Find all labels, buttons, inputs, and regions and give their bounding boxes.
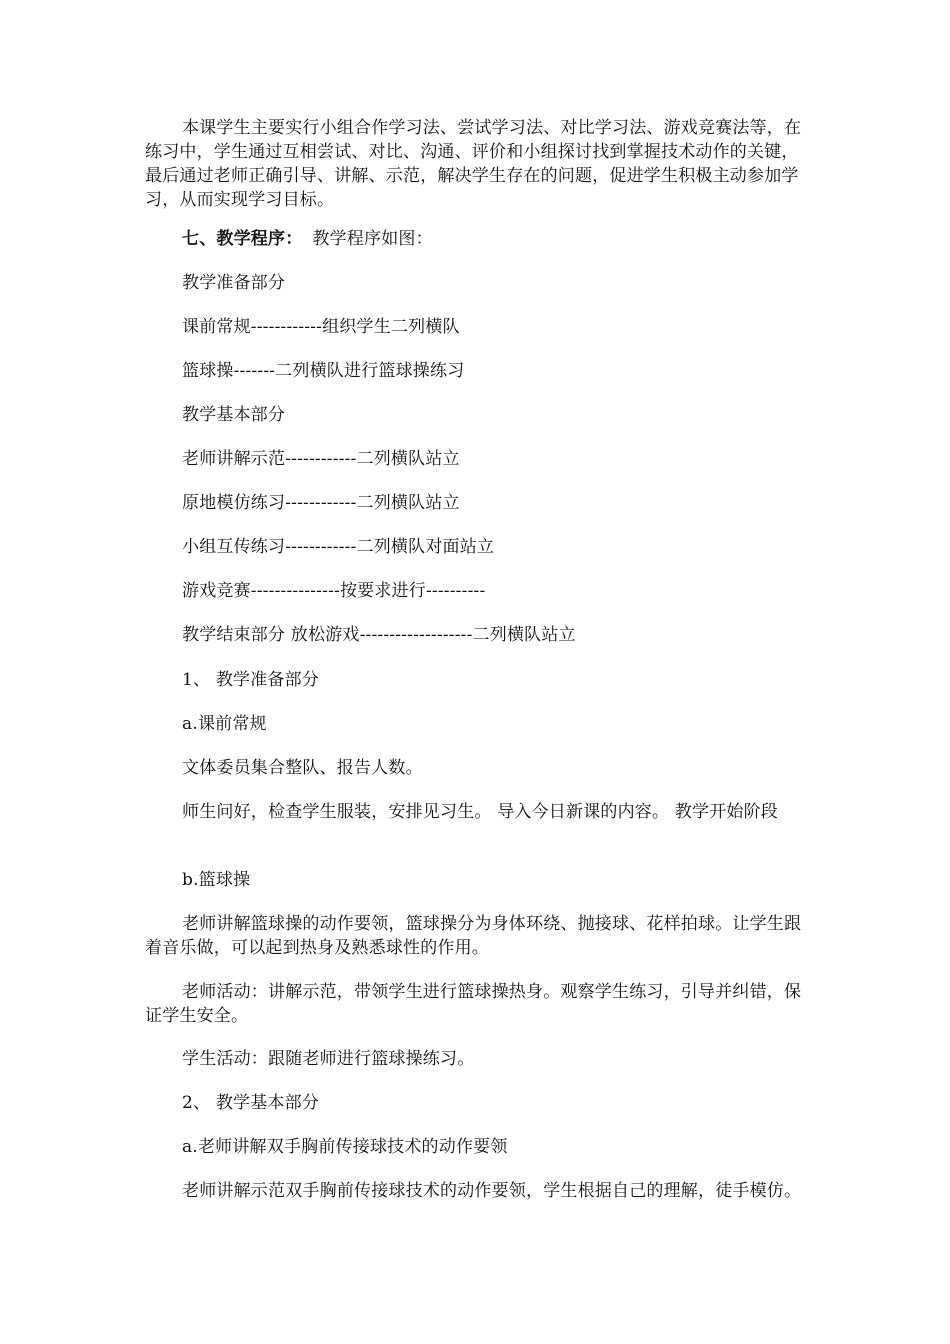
program-line: 小组互传练习------------二列横队对面站立 bbox=[182, 537, 495, 557]
part-1-b-title: b.篮球操 bbox=[182, 870, 251, 890]
program-line: 游戏竞赛---------------按要求进行---------- bbox=[182, 581, 486, 601]
program-line: 教学基本部分 bbox=[182, 405, 286, 425]
part-1-a-title: a.课前常规 bbox=[182, 714, 267, 734]
part-1-b-paragraph: 老师讲解篮球操的动作要领，篮球操分为身体环绕、抛接球、花样拍球。让学生跟着音乐做，可以起到热身及熟悉球性的作用。 bbox=[145, 914, 802, 958]
part-1-a-paragraph: 文体委员集合整队、报告人数。 bbox=[182, 758, 423, 778]
intro-paragraph: 本课学生主要实行小组合作学习法、尝试学习法、对比学习法、游戏竞赛法等，在练习中，学生通过互相尝试、对比、沟通、评价和小组探讨找到掌握技术动作的关键，最后通过老师正确引导、讲解、示范，解决学生存在的问题，促进学生积极主动参加学习，从而实现学习目标。 bbox=[145, 118, 802, 210]
program-line: 教学准备部分 bbox=[182, 273, 286, 293]
part-1-b-paragraph: 老师活动：讲解示范，带领学生进行篮球操热身。观察学生练习，引导并纠错，保证学生安全。 bbox=[145, 982, 802, 1026]
section-7-title: 七、教学程序： bbox=[182, 229, 303, 249]
program-line: 老师讲解示范------------二列横队站立 bbox=[182, 449, 460, 469]
program-line: 教学结束部分 放松游戏-------------------二列横队站立 bbox=[182, 625, 576, 645]
section-7-text: 教学程序如图： bbox=[312, 229, 433, 249]
part-2-heading: 2、 教学基本部分 bbox=[182, 1093, 320, 1113]
program-line: 篮球操-------二列横队进行篮球操练习 bbox=[182, 361, 465, 381]
part-1-b-paragraph: 学生活动：跟随老师进行篮球操练习。 bbox=[182, 1049, 475, 1069]
part-2-a-paragraph: 老师讲解示范双手胸前传接球技术的动作要领，学生根据自己的理解，徒手模仿。 bbox=[182, 1181, 802, 1201]
section-7-line bbox=[145, 227, 805, 251]
program-line: 课前常规------------组织学生二列横队 bbox=[182, 317, 460, 337]
part-1-heading: 1、 教学准备部分 bbox=[182, 670, 320, 690]
part-2-a-title: a.老师讲解双手胸前传接球技术的动作要领 bbox=[182, 1137, 508, 1157]
program-line: 原地模仿练习------------二列横队站立 bbox=[182, 493, 460, 513]
part-1-a-paragraph: 师生问好，检查学生服装，安排见习生。 导入今日新课的内容。 教学开始阶段 bbox=[182, 802, 779, 822]
